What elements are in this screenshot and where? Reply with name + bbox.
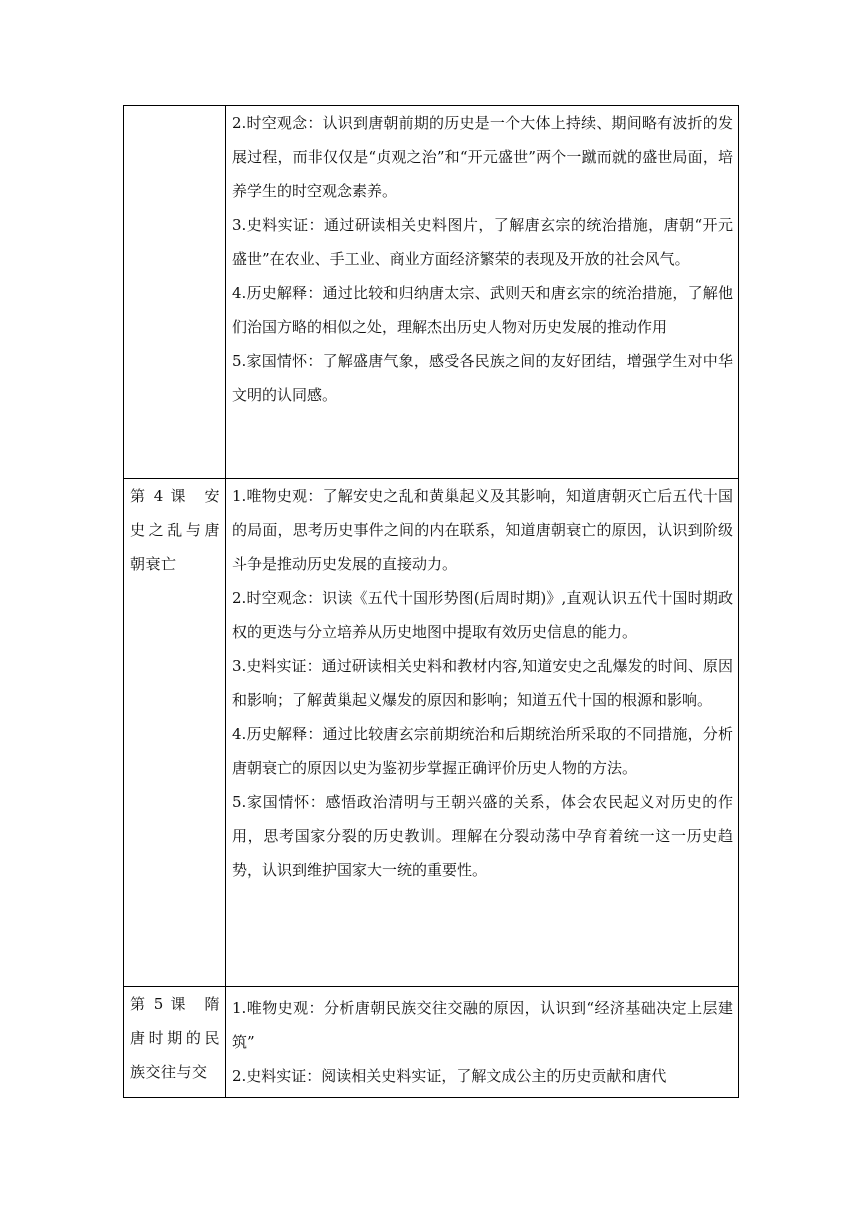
lesson-cell [124, 479, 226, 987]
goal-paragraph: 5.家国情怀：了解盛唐气象，感受各民族之间的友好团结，增强学生对中华文明的认同感。 [232, 352, 733, 404]
goal-paragraph: 3.史料实证：通过研读相关史料图片，了解唐玄宗的统治措施，唐朝“开元盛世”在农业、手工业、商业方面经济繁荣的表现及开放的社会风气。 [232, 216, 733, 268]
goal-paragraph: 4.历史解释：通过比较和归纳唐太宗、武则天和唐玄宗的统治措施，了解他们治国方略的相似之处，理解杰出历史人物对历史发展的推动作用 [232, 284, 733, 336]
goals-cell [226, 106, 739, 479]
goal-paragraph: 3.史料实证：通过研读相关史料和教材内容,知道安史之乱爆发的时间、原因和影响；了解黄巢起义爆发的原因和影响；知道五代十国的根源和影响。 [232, 657, 733, 709]
table-row [124, 987, 739, 1098]
goal-paragraph: 4.历史解释：通过比较唐玄宗前期统治和后期统治所采取的不同措施，分析唐朝衰亡的原因以史为鉴初步掌握正确评价历史人物的方法。 [232, 725, 733, 777]
goal-paragraph: 5.家国情怀：感悟政治清明与王朝兴盛的关系，体会农民起义对历史的作用，思考国家分裂的历史教训。理解在分裂动荡中孕育着统一这一历史趋势，认识到维护国家大一统的重要性。 [232, 793, 733, 879]
lesson-cell [124, 987, 226, 1098]
lesson-cell [124, 106, 226, 479]
lesson-title: 第 4 课 安史之乱与唐朝衰亡 [130, 487, 220, 573]
goal-paragraph: 1.唯物史观：了解安史之乱和黄巢起义及其影响，知道唐朝灭亡后五代十国的局面，思考历史事件之间的内在联系，知道唐朝衰亡的原因，认识到阶级斗争是推动历史发展的直接动力。 [232, 487, 733, 573]
goal-paragraph: 1.唯物史观：分析唐朝民族交往交融的原因，认识到“经济基础决定上层建筑” [232, 999, 733, 1051]
table-row [124, 106, 739, 479]
objectives-table [123, 105, 739, 1098]
table-row [124, 479, 739, 987]
goal-paragraph: 2.史料实证：阅读相关史料实证，了解文成公主的历史贡献和唐代 [232, 1067, 667, 1085]
goal-paragraph: 2.时空观念：识读《五代十国形势图(后周时期)》,直观认识五代十国时期政权的更迭与分立培养从历史地图中提取有效历史信息的能力。 [232, 589, 733, 641]
goals-cell [226, 987, 739, 1098]
goals-cell [226, 479, 739, 987]
lesson-title: 第 5 课 隋唐时期的民族交往与交 [130, 995, 220, 1081]
goal-paragraph: 2.时空观念：认识到唐朝前期的历史是一个大体上持续、期间略有波折的发展过程，而非仅仅是“贞观之治”和“开元盛世”两个一蹴而就的盛世局面，培养学生的时空观念素养。 [232, 114, 733, 200]
